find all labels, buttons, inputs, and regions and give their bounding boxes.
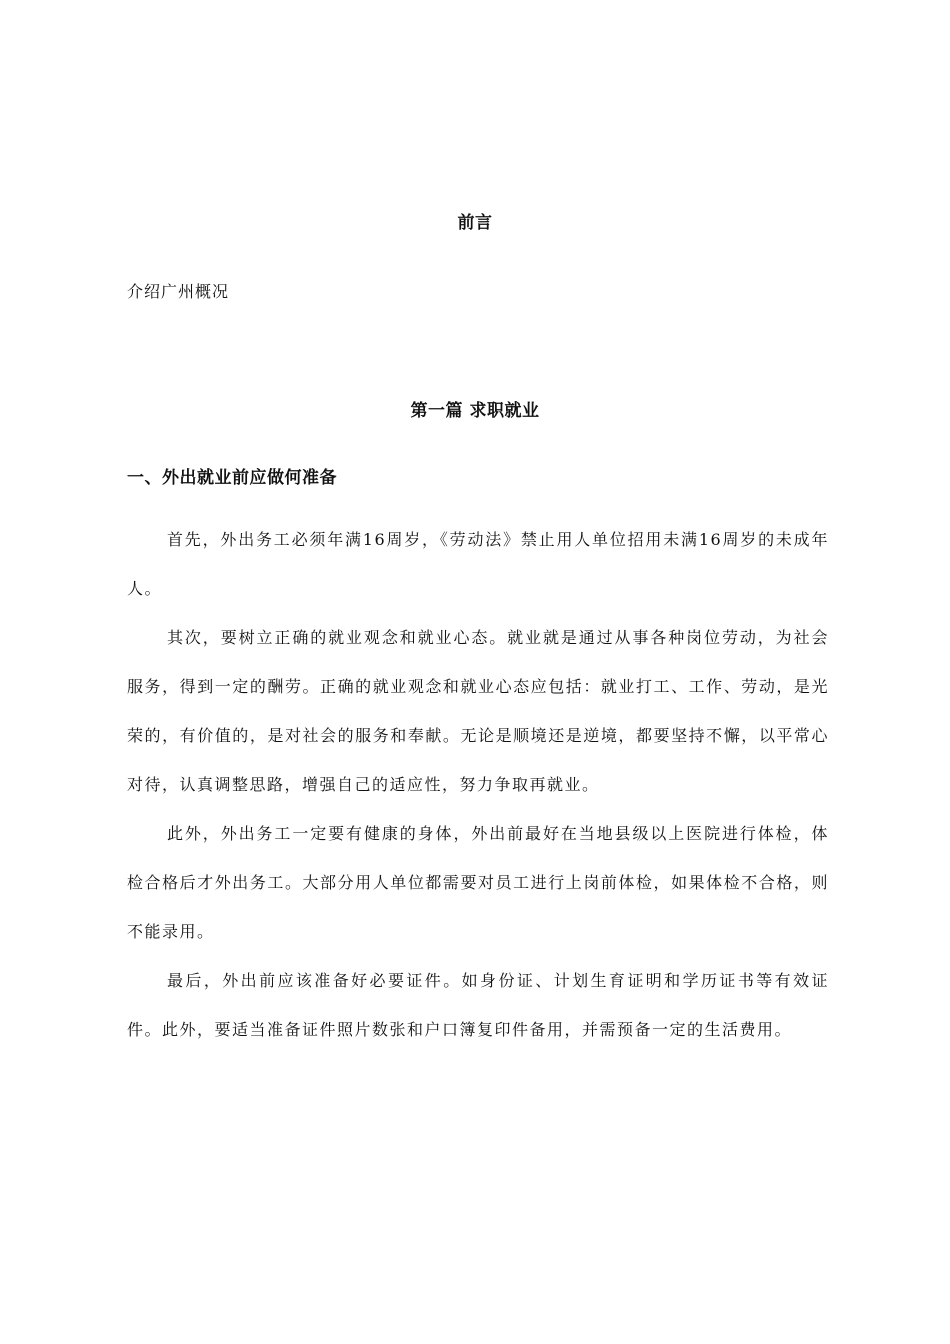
preface-title: 前言: [457, 213, 493, 233]
section-body: [127, 515, 829, 1054]
section-heading: 一、外出就业前应做何准备: [127, 468, 337, 488]
part-title: 第一篇 求职就业: [410, 401, 540, 421]
paragraph: 首先，外出务工必须年满16周岁，《劳动法》禁止用人单位招用未满16周岁的未成年人。: [127, 530, 829, 598]
intro-line: 介绍广州概况: [127, 282, 230, 301]
paragraph: 其次，要树立正确的就业观念和就业心态。就业就是通过从事各种岗位劳动，为社会服务，得到一定的酬劳。正确的就业观念和就业心态应包括：就业打工、工作、劳动，是光荣的，有价值的，是对社会的服务和奉献。无论是顺境还是逆境，都要坚持不懈，以平常心对待，认真调整思路，增强自己的适应性，努力争取再就业。: [127, 628, 829, 794]
paragraph: 最后，外出前应该准备好必要证件。如身份证、计划生育证明和学历证书等有效证件。此外，要适当准备证件照片数张和户口簿复印件备用，并需预备一定的生活费用。: [127, 971, 829, 1039]
paragraph: 此外，外出务工一定要有健康的身体，外出前最好在当地县级以上医院进行体检，体检合格后才外出务工。大部分用人单位都需要对员工进行上岗前体检，如果体检不合格，则不能录用。: [127, 824, 829, 941]
